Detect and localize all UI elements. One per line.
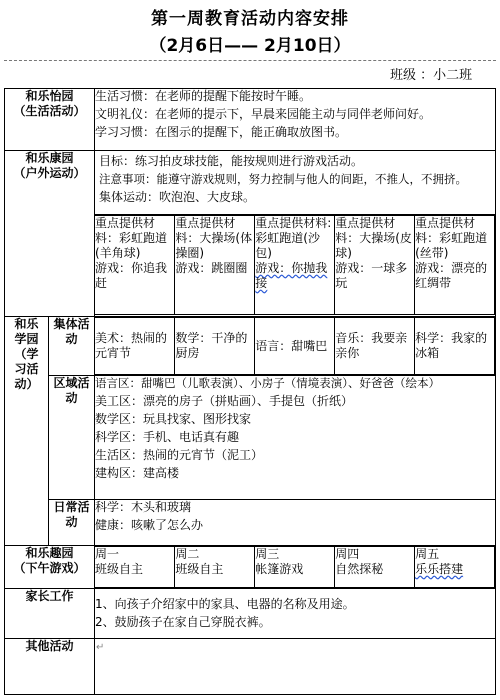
row-outdoor bbox=[5, 151, 496, 317]
area-line-4: 科学区：手机、电话真有趣 bbox=[95, 430, 240, 444]
outdoor-group: 集体运动：吹泡泡、大皮球。 bbox=[99, 190, 256, 204]
life-line-3: 学习习惯：在图示的提醒下，能正确取放图书。 bbox=[95, 125, 348, 139]
outdoor-goal: 目标：练习拍皮球技能，能按规则进行游戏活动。 bbox=[99, 154, 364, 168]
row-other bbox=[5, 639, 496, 695]
row-learning-area bbox=[5, 376, 496, 500]
page-title: 第一周教育活动内容安排 bbox=[151, 9, 349, 29]
life-line-2: 文明礼仪：在老师的提示下，早晨来园能主动与同伴老师问好。 bbox=[95, 107, 432, 121]
other-label: 其他活动 bbox=[5, 639, 95, 695]
row-life bbox=[5, 89, 496, 151]
row-learning-group bbox=[5, 317, 496, 376]
class-label: 班级 ：小二班 bbox=[390, 68, 473, 83]
life-label: 和乐怡园 （生活活动） bbox=[5, 89, 95, 151]
outdoor-notes: 注意事项：能遵守游戏规则，努力控制与他人的间距，不推人，不拥挤。 bbox=[99, 172, 468, 186]
daily-content bbox=[95, 500, 496, 546]
afternoon-label: 和乐趣园 （下午游戏） bbox=[5, 546, 95, 589]
parent-label: 家长工作 bbox=[5, 589, 95, 639]
area-line-2: 美工区：漂亮的房子（拼贴画）、手提包（折纸） bbox=[95, 394, 354, 408]
area-label: 区域活动 bbox=[49, 376, 95, 500]
life-content bbox=[95, 89, 496, 151]
area-line-5: 生活区：热闹的元宵节（泥工） bbox=[95, 448, 264, 462]
afternoon-content bbox=[95, 546, 496, 589]
group-label: 集体活动 bbox=[49, 317, 95, 376]
material-thu: 重点提供材料：大操场(皮球) 游戏：一球多玩 bbox=[335, 216, 415, 315]
return-mark: ↵ bbox=[96, 642, 105, 653]
outdoor-content bbox=[95, 151, 496, 317]
group-item-3: 语言：甜嘴巴 bbox=[255, 318, 335, 375]
life-line-1: 生活习惯：在老师的提醒下能按时午睡。 bbox=[95, 89, 312, 103]
material-wed: 重点提供材料:彩虹跑道(沙包) 游戏：你抛我接 bbox=[255, 216, 335, 315]
outdoor-materials bbox=[95, 215, 495, 315]
group-item-4: 音乐：我要亲亲你 bbox=[335, 318, 415, 375]
area-line-6: 建构区：建高楼 bbox=[95, 466, 180, 480]
group-content bbox=[95, 317, 496, 376]
afternoon-thu: 周四 自然探秘 bbox=[335, 547, 415, 588]
header-divider bbox=[4, 60, 496, 61]
daily-line-1: 科学：木头和玻璃 bbox=[95, 500, 192, 514]
group-item-2: 数学：干净的厨房 bbox=[175, 318, 255, 375]
row-afternoon bbox=[5, 546, 496, 589]
afternoon-tue: 周二 班级自主 bbox=[175, 547, 255, 588]
daily-label: 日常活动 bbox=[49, 500, 95, 546]
area-line-3: 数学区：玩具找家、图形找家 bbox=[95, 412, 252, 426]
daily-line-2: 健康：咳嗽了怎么办 bbox=[95, 518, 204, 532]
other-content bbox=[95, 639, 496, 695]
material-tue: 重点提供材料：大操场(体操圈) 游戏：跳圈圈 bbox=[175, 216, 255, 315]
parent-content bbox=[95, 589, 496, 639]
learning-label: 和乐学园（学习活动） bbox=[5, 317, 49, 546]
group-item-1: 美术：热闹的元宵节 bbox=[95, 318, 175, 375]
parent-line-2: 2、鼓励孩子在家自己穿脱衣裤。 bbox=[95, 615, 271, 629]
date-range: （2月6日—— 2月10日） bbox=[149, 36, 351, 56]
row-learning-daily bbox=[5, 500, 496, 546]
area-content bbox=[95, 376, 496, 500]
material-fri: 重点提供材料：彩虹跑道(丝带) 游戏：漂亮的红绸带 bbox=[415, 216, 495, 315]
afternoon-mon: 周一 班级自主 bbox=[95, 547, 175, 588]
afternoon-wed: 周三 帐篷游戏 bbox=[255, 547, 335, 588]
outdoor-label: 和乐康园 （户外运动） bbox=[5, 151, 95, 317]
material-mon: 重点提供材料：彩虹跑道(羊角球) 游戏：你追我赶 bbox=[95, 216, 175, 315]
area-line-1: 语言区：甜嘴巴（儿歌表演）、小房子（情境表演）、好爸爸（绘本） bbox=[95, 376, 441, 390]
row-parent bbox=[5, 589, 496, 639]
group-item-5: 科学：我家的冰箱 bbox=[415, 318, 495, 375]
parent-line-1: 1、向孩子介绍家中的家具、电器的名称及用途。 bbox=[95, 597, 355, 611]
schedule-table bbox=[4, 88, 496, 695]
afternoon-fri: 周五 乐乐搭建 bbox=[415, 547, 495, 588]
